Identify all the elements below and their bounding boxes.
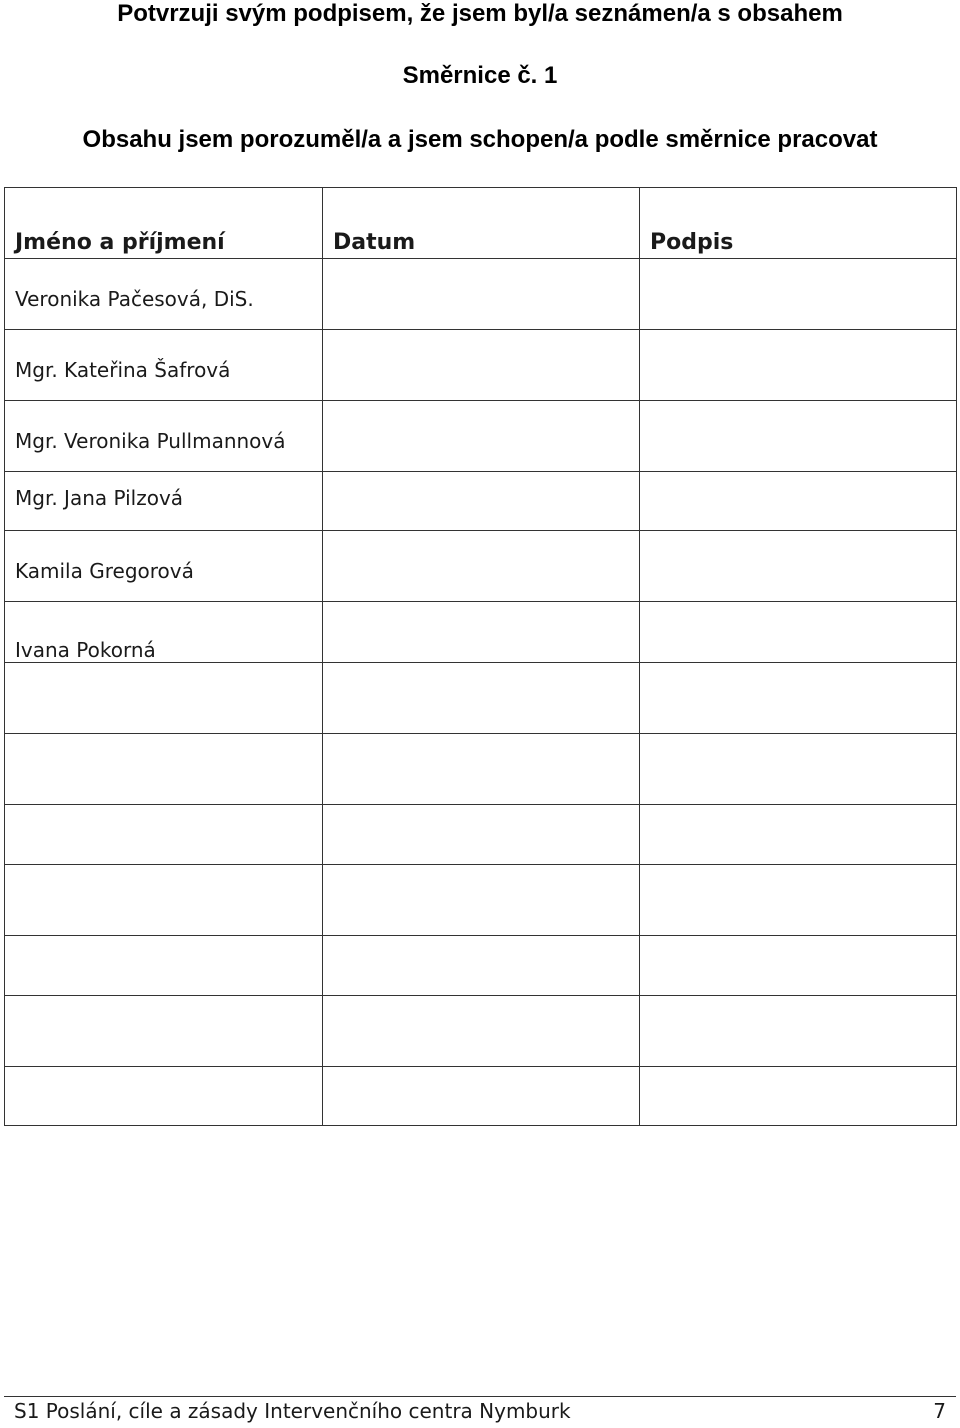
name-cell[interactable]: [5, 734, 323, 805]
signature-cell[interactable]: [640, 734, 957, 805]
page-number: 7: [933, 1399, 946, 1423]
name-cell: Mgr. Kateřina Šafrová: [5, 330, 323, 401]
signature-table: [4, 187, 957, 1126]
signature-cell[interactable]: [640, 472, 957, 531]
name-cell[interactable]: [5, 663, 323, 734]
signature-cell[interactable]: [640, 1067, 957, 1126]
date-cell[interactable]: [323, 663, 640, 734]
name-cell[interactable]: [5, 996, 323, 1067]
table-row: [5, 734, 957, 805]
name-cell[interactable]: [5, 1067, 323, 1126]
table-row: [5, 531, 957, 602]
name-cell: Kamila Gregorová: [5, 531, 323, 602]
column-header-date: Datum: [323, 188, 640, 259]
name-cell[interactable]: [5, 936, 323, 996]
date-cell[interactable]: [323, 259, 640, 330]
table-row: [5, 1067, 957, 1126]
name-cell: Mgr. Veronika Pullmannová: [5, 401, 323, 472]
column-header-name: Jméno a příjmení: [5, 188, 323, 259]
signature-cell[interactable]: [640, 330, 957, 401]
date-cell[interactable]: [323, 734, 640, 805]
table-row: [5, 865, 957, 936]
table-row: [5, 330, 957, 401]
name-cell[interactable]: [5, 865, 323, 936]
date-cell[interactable]: [323, 330, 640, 401]
table-row: [5, 602, 957, 663]
table-row: [5, 936, 957, 996]
date-cell[interactable]: [323, 472, 640, 531]
date-cell[interactable]: [323, 1067, 640, 1126]
date-cell[interactable]: [323, 401, 640, 472]
signature-cell[interactable]: [640, 401, 957, 472]
name-cell: Ivana Pokorná: [5, 602, 323, 663]
understanding-statement: Obsahu jsem porozuměl/a a jsem schopen/a podle směrnice pracovat: [82, 126, 878, 153]
table-row: [5, 663, 957, 734]
table-row: [5, 996, 957, 1067]
date-cell[interactable]: [323, 805, 640, 865]
date-cell[interactable]: [323, 996, 640, 1067]
signature-cell[interactable]: [640, 865, 957, 936]
date-cell[interactable]: [323, 865, 640, 936]
column-header-signature: Podpis: [640, 188, 957, 259]
name-cell[interactable]: [5, 805, 323, 865]
table-header-row: [5, 188, 957, 259]
signature-cell[interactable]: [640, 259, 957, 330]
signature-cell[interactable]: [640, 663, 957, 734]
date-cell[interactable]: [323, 602, 640, 663]
table-row: [5, 472, 957, 531]
confirmation-statement: Potvrzuji svým podpisem, že jsem byl/a seznámen/a s obsahem: [117, 0, 843, 27]
signature-cell[interactable]: [640, 531, 957, 602]
date-cell[interactable]: [323, 531, 640, 602]
signature-cell[interactable]: [640, 996, 957, 1067]
table-row: [5, 259, 957, 330]
directive-title: Směrnice č. 1: [402, 62, 558, 89]
footer-document-title: S1 Poslání, cíle a zásady Intervenčního centra Nymburk: [14, 1399, 571, 1423]
footer-divider: [4, 1396, 956, 1397]
table-row: [5, 401, 957, 472]
signature-cell[interactable]: [640, 602, 957, 663]
signature-cell[interactable]: [640, 936, 957, 996]
signature-cell[interactable]: [640, 805, 957, 865]
name-cell: Mgr. Jana Pilzová: [5, 472, 323, 531]
table-row: [5, 805, 957, 865]
date-cell[interactable]: [323, 936, 640, 996]
name-cell: Veronika Pačesová, DiS.: [5, 259, 323, 330]
